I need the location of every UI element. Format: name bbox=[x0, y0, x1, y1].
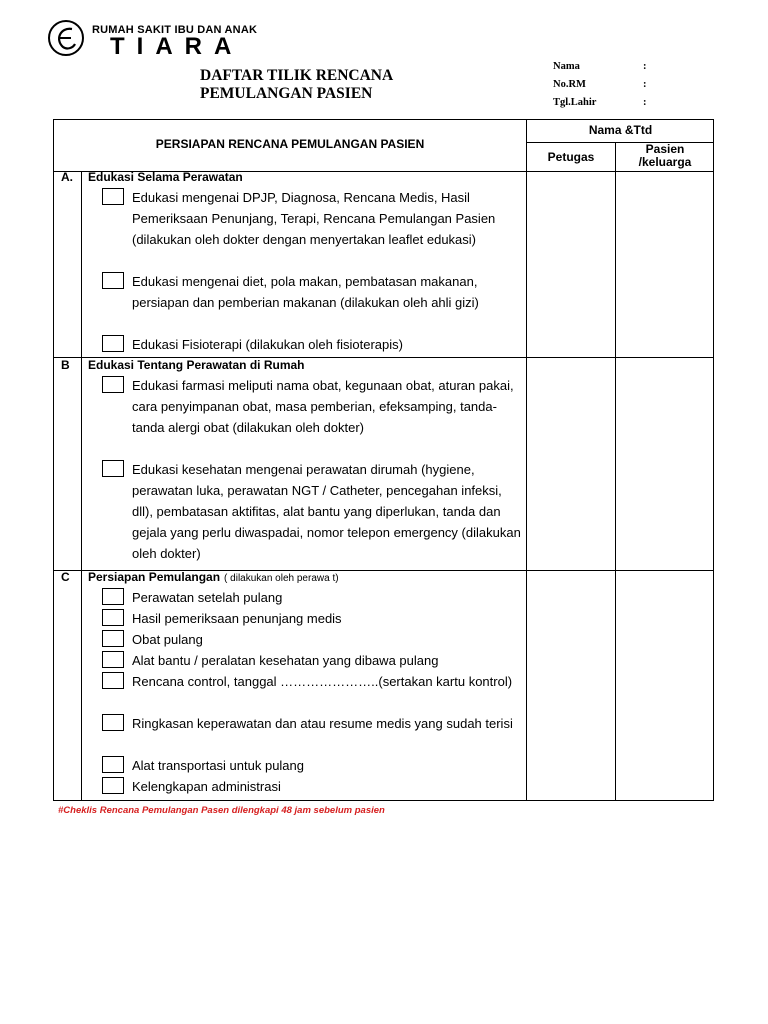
checkbox-a3[interactable] bbox=[102, 335, 124, 352]
section-b-title: Edukasi Tentang Perawatan di Rumah bbox=[88, 358, 305, 372]
checkbox-c8[interactable] bbox=[102, 777, 124, 794]
item-c2: Hasil pemeriksaan penunjang medis bbox=[132, 611, 342, 626]
signature-cell-petugas-a[interactable] bbox=[527, 172, 615, 357]
checkbox-c3[interactable] bbox=[102, 630, 124, 647]
section-b-letter: B bbox=[61, 358, 70, 372]
patient-rm-label: No.RM bbox=[553, 79, 586, 90]
section-c-title-text: Persiapan Pemulangan bbox=[88, 570, 221, 584]
item-c4: Alat bantu / peralatan kesehatan yang dibawa pulang bbox=[132, 653, 439, 668]
signature-cell-pasien-a[interactable] bbox=[616, 172, 713, 357]
patient-info bbox=[553, 61, 673, 115]
table-header-pasien-line1: Pasien bbox=[645, 142, 685, 156]
item-c1: Perawatan setelah pulang bbox=[132, 590, 283, 605]
checkbox-a2[interactable] bbox=[102, 272, 124, 289]
section-c-letter: C bbox=[61, 570, 70, 584]
patient-dob-field[interactable] bbox=[553, 97, 673, 115]
checkbox-c7[interactable] bbox=[102, 756, 124, 773]
signature-cell-petugas-b[interactable] bbox=[527, 358, 615, 570]
checkbox-a1[interactable] bbox=[102, 188, 124, 205]
checkbox-b1[interactable] bbox=[102, 376, 124, 393]
table-divider bbox=[81, 171, 82, 801]
form-title-line1: DAFTAR TILIK RENCANA bbox=[200, 67, 394, 84]
hospital-name: TIARA bbox=[110, 33, 244, 60]
signature-cell-pasien-c[interactable] bbox=[616, 571, 713, 800]
colon: : bbox=[643, 79, 647, 90]
colon: : bbox=[643, 61, 647, 72]
table-header-pasien-line2: /keluarga bbox=[638, 155, 692, 169]
item-b2: Edukasi kesehatan mengenai perawatan dirumah (hygiene, perawatan luka, perawatan NGT / Catheter, pencegahan infeksi, dll), pembatasan aktifitas, alat bantu yang diperlukan, tanda dan gejala yang perlu diwaspadai, nomor telepon emergency (dilakukan oleh dokter) bbox=[132, 462, 521, 561]
item-b1: Edukasi farmasi meliputi nama obat, kegunaan obat, aturan pakai, cara penyimpanan obat, masa pemberian, efeksamping, tanda-tanda alergi obat (dilakukan oleh dokter) bbox=[132, 378, 514, 435]
section-a-letter: A. bbox=[61, 170, 73, 184]
checkbox-c2[interactable] bbox=[102, 609, 124, 626]
table-header-nama-ttd: Nama &Ttd bbox=[588, 123, 653, 137]
section-c-note: ( dilakukan oleh perawa t) bbox=[224, 573, 339, 584]
patient-rm-field[interactable] bbox=[553, 79, 673, 97]
patient-name-label: Nama bbox=[553, 61, 580, 72]
hospital-logo-icon bbox=[46, 18, 86, 58]
item-c7: Alat transportasi untuk pulang bbox=[132, 758, 304, 773]
item-c6: Ringkasan keperawatan dan atau resume medis yang sudah terisi bbox=[132, 716, 513, 731]
checkbox-c1[interactable] bbox=[102, 588, 124, 605]
item-a1: Edukasi mengenai DPJP, Diagnosa, Rencana Medis, Hasil Pemeriksaan Penunjang, Terapi, Rencana Pemulangan Pasien (dilakukan oleh dokter dengan menyertakan leaflet edukasi) bbox=[132, 190, 496, 247]
checkbox-c4[interactable] bbox=[102, 651, 124, 668]
table-header-pasien bbox=[616, 143, 714, 169]
item-a2: Edukasi mengenai diet, pola makan, pembatasan makanan, persiapan dan pemberian makanan (dilakukan oleh ahli gizi) bbox=[132, 274, 479, 310]
checkbox-b2[interactable] bbox=[102, 460, 124, 477]
item-a3: Edukasi Fisioterapi (dilakukan oleh fisioterapis) bbox=[132, 337, 403, 352]
section-a-title: Edukasi Selama Perawatan bbox=[88, 170, 243, 184]
hospital-type-label: RUMAH SAKIT IBU DAN ANAK bbox=[92, 24, 258, 36]
table-header-petugas: Petugas bbox=[547, 150, 595, 164]
signature-cell-pasien-b[interactable] bbox=[616, 358, 713, 570]
colon: : bbox=[643, 97, 647, 108]
checkbox-c6[interactable] bbox=[102, 714, 124, 731]
item-c8: Kelengkapan administrasi bbox=[132, 779, 281, 794]
section-c-title bbox=[88, 570, 339, 584]
checkbox-c5[interactable] bbox=[102, 672, 124, 689]
item-c3: Obat pulang bbox=[132, 632, 203, 647]
item-c5: Rencana control, tanggal …………………..(sertakan kartu kontrol) bbox=[132, 674, 513, 689]
form-title bbox=[200, 67, 393, 103]
patient-name-field[interactable] bbox=[553, 61, 673, 79]
footnote: #Cheklis Rencana Pemulangan Pasen dilengkapi 48 jam sebelum pasien bbox=[58, 805, 385, 816]
table-header-main: PERSIAPAN RENCANA PEMULANGAN PASIEN bbox=[155, 137, 425, 151]
form-title-line2: PEMULANGAN PASIEN bbox=[200, 85, 373, 102]
patient-dob-label: Tgl.Lahir bbox=[553, 97, 597, 108]
signature-cell-petugas-c[interactable] bbox=[527, 571, 615, 800]
